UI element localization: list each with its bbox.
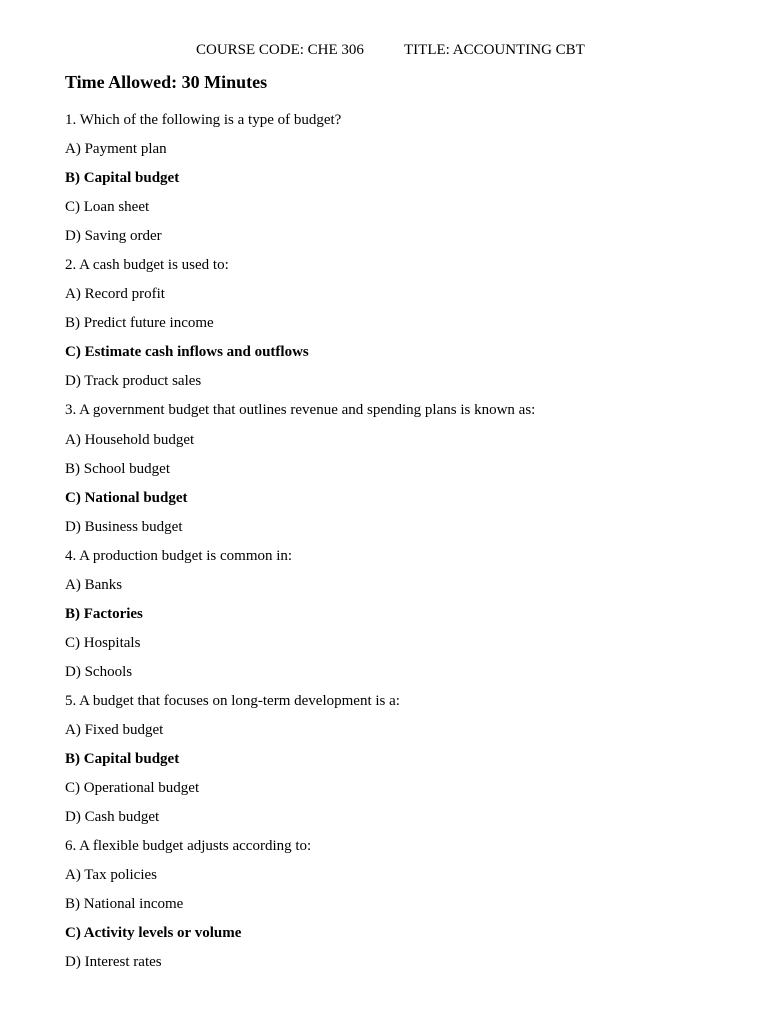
answer-option: A) Record profit — [65, 286, 165, 303]
answer-option: B) Predict future income — [65, 315, 214, 332]
answer-option: D) Track product sales — [65, 373, 202, 390]
course-code: COURSE CODE: CHE 306 — [196, 42, 364, 58]
answer-option: C) Operational budget — [65, 780, 200, 797]
answer-option-correct: C) National budget — [65, 489, 188, 506]
answer-option: C) Hospitals — [65, 634, 141, 651]
answer-option-correct: B) Capital budget — [65, 751, 180, 768]
answer-option: A) Tax policies — [65, 867, 157, 884]
answer-option-correct: C) Estimate cash inflows and outflows — [65, 344, 309, 361]
course-title: TITLE: ACCOUNTING CBT — [404, 42, 585, 58]
question-list — [65, 110, 745, 981]
question-text: 1. Which of the following is a type of budget? — [65, 112, 342, 128]
answer-option: A) Payment plan — [65, 141, 167, 158]
answer-option: B) National income — [65, 896, 184, 913]
question-text: 5. A budget that focuses on long-term development is a: — [65, 692, 400, 709]
answer-option-correct: C) Activity levels or volume — [65, 925, 242, 942]
answer-option: D) Interest rates — [65, 954, 162, 971]
question-text: 6. A flexible budget adjusts according to: — [65, 838, 312, 855]
answer-option: A) Household budget — [65, 431, 195, 448]
answer-option-correct: B) Capital budget — [65, 170, 180, 187]
answer-option: A) Banks — [65, 576, 123, 593]
time-allowed-heading: Time Allowed: 30 Minutes — [65, 72, 268, 92]
question-text: 2. A cash budget is used to: — [65, 257, 229, 274]
answer-option: D) Schools — [65, 663, 133, 680]
question-text: 4. A production budget is common in: — [65, 547, 293, 564]
answer-option: D) Business budget — [65, 518, 183, 535]
question-text: 3. A government budget that outlines revenue and spending plans is known as: — [65, 402, 536, 419]
document-header — [0, 42, 768, 62]
answer-option: C) Loan sheet — [65, 199, 150, 216]
answer-option: D) Cash budget — [65, 809, 160, 826]
answer-option: B) School budget — [65, 460, 170, 477]
answer-option: D) Saving order — [65, 228, 162, 245]
answer-option-correct: B) Factories — [65, 605, 143, 622]
answer-option: A) Fixed budget — [65, 721, 164, 738]
